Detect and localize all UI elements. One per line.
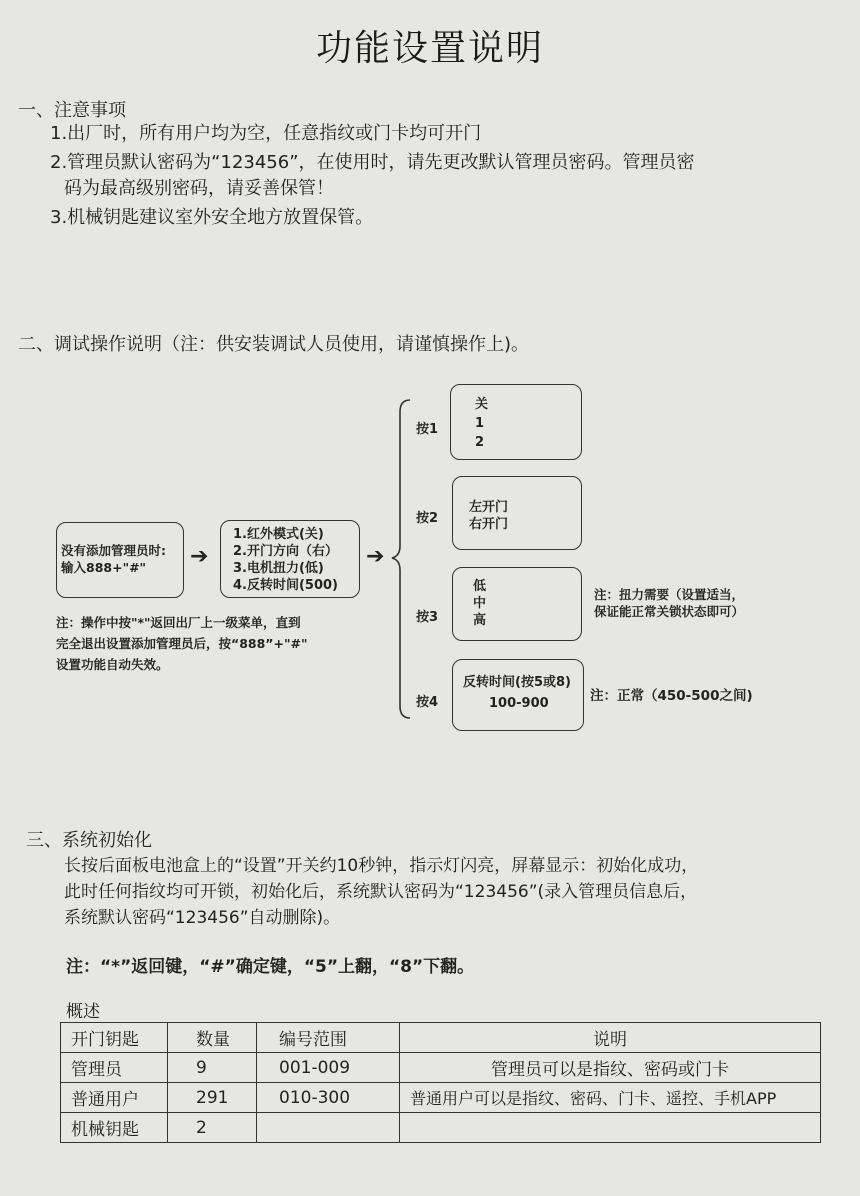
menu-item: 2.开门方向（右） bbox=[233, 544, 338, 559]
note-line: 保证能正常关锁状态即可） bbox=[594, 604, 745, 619]
overview-table bbox=[60, 1022, 821, 1143]
option: 反转时间(按5或8) bbox=[463, 675, 571, 690]
option: 2 bbox=[475, 435, 485, 450]
branch-box-2 bbox=[452, 476, 582, 550]
section3-heading: 三、系统初始化 bbox=[26, 830, 152, 851]
paragraph-line: 系统默认密码“123456”自动删除)。 bbox=[64, 908, 341, 928]
note-line: 注：操作中按"*"返回出厂上一级菜单，直到 bbox=[56, 615, 301, 630]
branch-key-2: 按2 bbox=[416, 511, 439, 526]
torque-note bbox=[594, 586, 744, 620]
table-header-row bbox=[61, 1023, 821, 1053]
paragraph-line: 长按后面板电池盒上的“设置”开关约10秒钟，指示灯闪亮，屏幕显示：初始化成功， bbox=[64, 856, 699, 876]
table-cell: 9 bbox=[168, 1053, 257, 1083]
menu-item: 1.红外模式(关) bbox=[233, 527, 324, 542]
menu-box bbox=[220, 520, 360, 598]
note-line: 完全退出设置添加管理员后，按“888”+"#" bbox=[56, 636, 308, 651]
option: 中 bbox=[473, 596, 487, 611]
branch-key-4: 按4 bbox=[416, 695, 439, 710]
table-cell: 普通用户 bbox=[61, 1083, 168, 1113]
menu-item: 3.电机扭力(低) bbox=[233, 561, 324, 576]
init-paragraph bbox=[64, 853, 698, 931]
table-cell: 001-009 bbox=[257, 1053, 400, 1083]
keys-note: 注：“*”返回键，“#”确定键，“5”上翻，“8”下翻。 bbox=[66, 957, 475, 977]
header-cell: 数量 bbox=[168, 1023, 257, 1053]
table-row bbox=[61, 1083, 821, 1113]
table-cell: 291 bbox=[168, 1083, 257, 1113]
header-cell: 编号范围 bbox=[257, 1023, 400, 1053]
option: 100-900 bbox=[489, 696, 549, 711]
table-cell: 管理员可以是指纹、密码或门卡 bbox=[400, 1053, 821, 1083]
section2-heading: 二、调试操作说明（注：供安装调试人员使用，请谨慎操作上)。 bbox=[18, 334, 530, 355]
menu-item: 4.反转时间(500) bbox=[233, 578, 339, 593]
branch-key-3: 按3 bbox=[416, 610, 439, 625]
start-box-line: 没有添加管理员时: bbox=[61, 543, 166, 558]
table-row bbox=[61, 1053, 821, 1083]
arrow-right-icon: ➔ bbox=[366, 544, 385, 569]
table-cell: 2 bbox=[168, 1113, 257, 1143]
table-cell bbox=[257, 1113, 400, 1143]
header-cell: 开门钥匙 bbox=[61, 1023, 168, 1053]
reverse-time-note: 注：正常（450-500之间) bbox=[590, 688, 753, 704]
section1-heading: 一、注意事项 bbox=[18, 100, 126, 121]
table-cell: 普通用户可以是指纹、密码、门卡、遥控、手机APP bbox=[400, 1083, 821, 1113]
table-cell: 机械钥匙 bbox=[61, 1113, 168, 1143]
option: 1 bbox=[475, 416, 485, 431]
option: 左开门 bbox=[469, 500, 509, 515]
table-cell: 010-300 bbox=[257, 1083, 400, 1113]
option: 关 bbox=[475, 397, 489, 412]
note-line: 注：扭力需要（设置适当， bbox=[594, 587, 745, 602]
branch-box-3 bbox=[452, 567, 582, 641]
table-cell: 管理员 bbox=[61, 1053, 168, 1083]
paragraph-line: 此时任何指纹均可开锁，初始化后，系统默认密码为“123456”(录入管理员信息后， bbox=[64, 882, 698, 902]
branch-key-1: 按1 bbox=[416, 422, 439, 437]
section1-item-2: 2.管理员默认密码为“123456”，在使用时，请先更改默认管理员密码。管理员密 bbox=[50, 152, 695, 173]
overview-caption: 概述 bbox=[66, 1002, 100, 1022]
section1-item-3: 3.机械钥匙建议室外安全地方放置保管。 bbox=[50, 207, 374, 228]
start-box bbox=[56, 522, 184, 598]
curly-brace-icon bbox=[390, 398, 414, 720]
section1-item-1: 1.出厂时，所有用户均为空，任意指纹或门卡均可开门 bbox=[50, 123, 482, 144]
arrow-right-icon: ➔ bbox=[190, 544, 209, 569]
page-title: 功能设置说明 bbox=[315, 28, 544, 69]
section1-item-2-cont: 码为最高级别密码，请妥善保管！ bbox=[64, 178, 334, 199]
branch-box-4 bbox=[452, 659, 584, 731]
table-cell bbox=[400, 1113, 821, 1143]
branch-box-1 bbox=[450, 384, 582, 460]
option: 右开门 bbox=[469, 517, 509, 532]
operation-note bbox=[56, 612, 308, 675]
table-row bbox=[61, 1113, 821, 1143]
note-line: 设置功能自动失效。 bbox=[56, 657, 169, 672]
option: 低 bbox=[473, 579, 487, 594]
option: 高 bbox=[473, 613, 487, 628]
header-cell: 说明 bbox=[400, 1023, 821, 1053]
start-box-line: 输入888+"#" bbox=[61, 560, 147, 575]
